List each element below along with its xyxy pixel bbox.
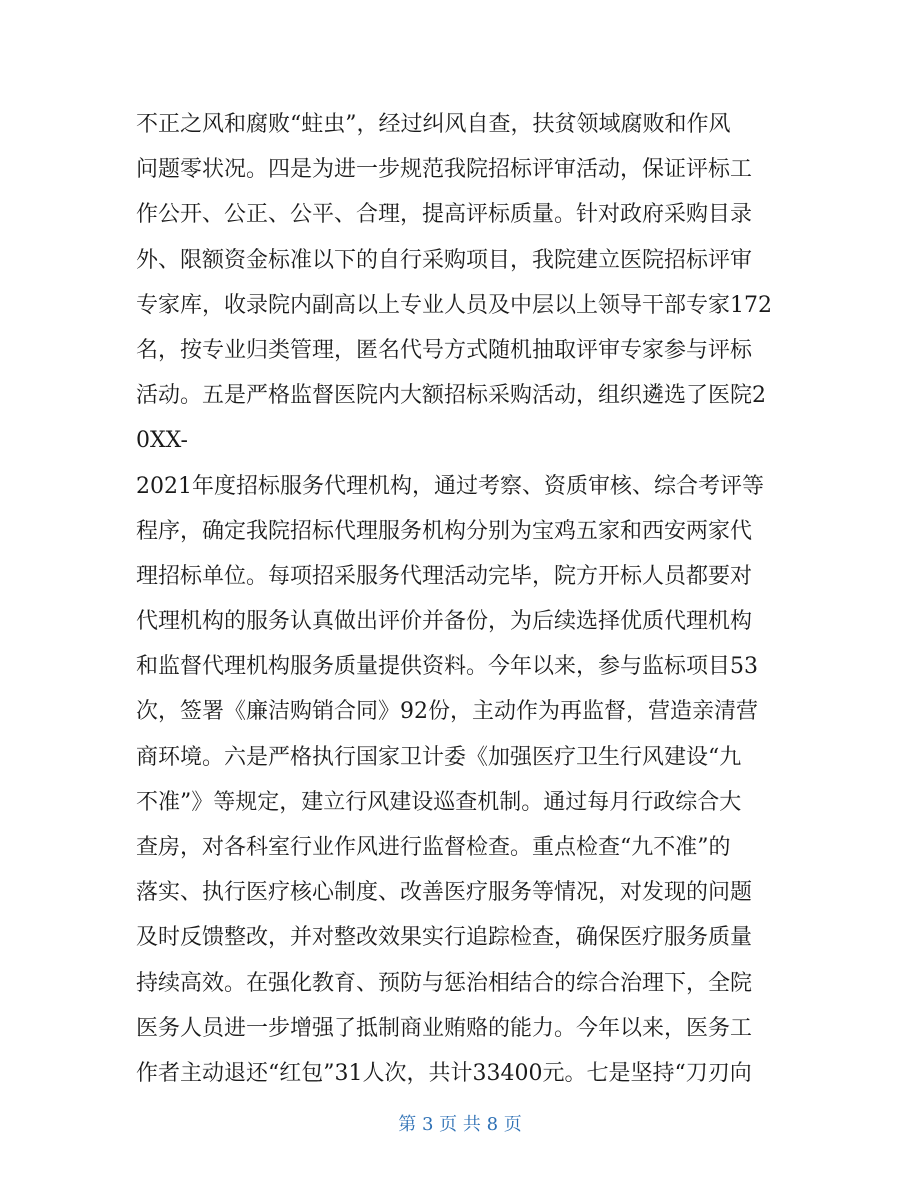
text-line: 医务人员进一步增强了抵制商业贿赂的能力。今年以来，医务工 (136, 1015, 753, 1041)
text-line: 落实、执行医疗核心制度、改善医疗服务等情况，对发现的问题 (136, 880, 753, 906)
text-line: 查房，对各科室行业作风进行监督检查。重点检查“九不准”的 (136, 835, 731, 860)
text-line: 商环境。六是严格执行国家卫计委《加强医疗卫生行风建设“九 (136, 744, 742, 770)
footer-prefix: 第 (398, 1114, 417, 1135)
current-page-number: 3 (421, 1114, 434, 1135)
text-line: 专家库，收录院内副高以上专业人员及中层以上领导干部专家172 (136, 292, 772, 318)
text-line: 及时反馈整改，并对整改效果实行追踪检查，确保医疗服务质量 (136, 925, 753, 951)
text-line: 次，签署《廉洁购销合同》92份，主动作为再监督，营造亲清营 (136, 699, 758, 725)
text-line: 外、限额资金标准以下的自行采购项目，我院建立医院招标评审 (136, 247, 753, 273)
text-line: 不准”》等规定，建立行风建设巡查机制。通过每月行政综合大 (136, 789, 742, 815)
text-line: 活动。五是严格监督医院内大额招标采购活动，组织遴选了医院2 (136, 383, 766, 409)
text-line: 作者主动退还“红包”31人次，共计33400元。七是坚持“刀刃向 (136, 1060, 752, 1086)
text-line: 持续高效。在强化教育、预防与惩治相结合的综合治理下，全院 (136, 970, 753, 996)
text-line: 代理机构的服务认真做出评价并备份，为后续选择优质代理机构 (136, 609, 753, 635)
text-line: 程序，确定我院招标代理服务机构分别为宝鸡五家和西安两家代 (136, 518, 753, 544)
body-text (136, 102, 796, 1096)
text-line: 名，按专业归类管理，匿名代号方式随机抽取评审专家参与评标 (136, 337, 753, 363)
text-line: 不正之风和腐败“蛀虫”，经过纠风自查，扶贫领域腐败和作风 (136, 112, 731, 137)
text-line: 作公开、公正、公平、合理，提高评标质量。针对政府采购目录 (136, 202, 753, 228)
text-line: 0XX- (136, 428, 188, 454)
text-line: 问题零状况。四是为进一步规范我院招标评审活动，保证评标工 (136, 157, 753, 183)
footer-middle: 页 共 (439, 1114, 481, 1135)
page-footer (0, 1112, 920, 1138)
text-line: 理招标单位。每项招采服务代理活动完毕，院方开标人员都要对 (136, 563, 753, 589)
footer-suffix: 页 (503, 1114, 522, 1135)
text-line: 2021年度招标服务代理机构，通过考察、资质审核、综合考评等 (136, 473, 764, 499)
total-pages-number: 8 (486, 1114, 499, 1135)
text-line: 和监督代理机构服务质量提供资料。今年以来，参与监标项目53 (136, 654, 758, 680)
